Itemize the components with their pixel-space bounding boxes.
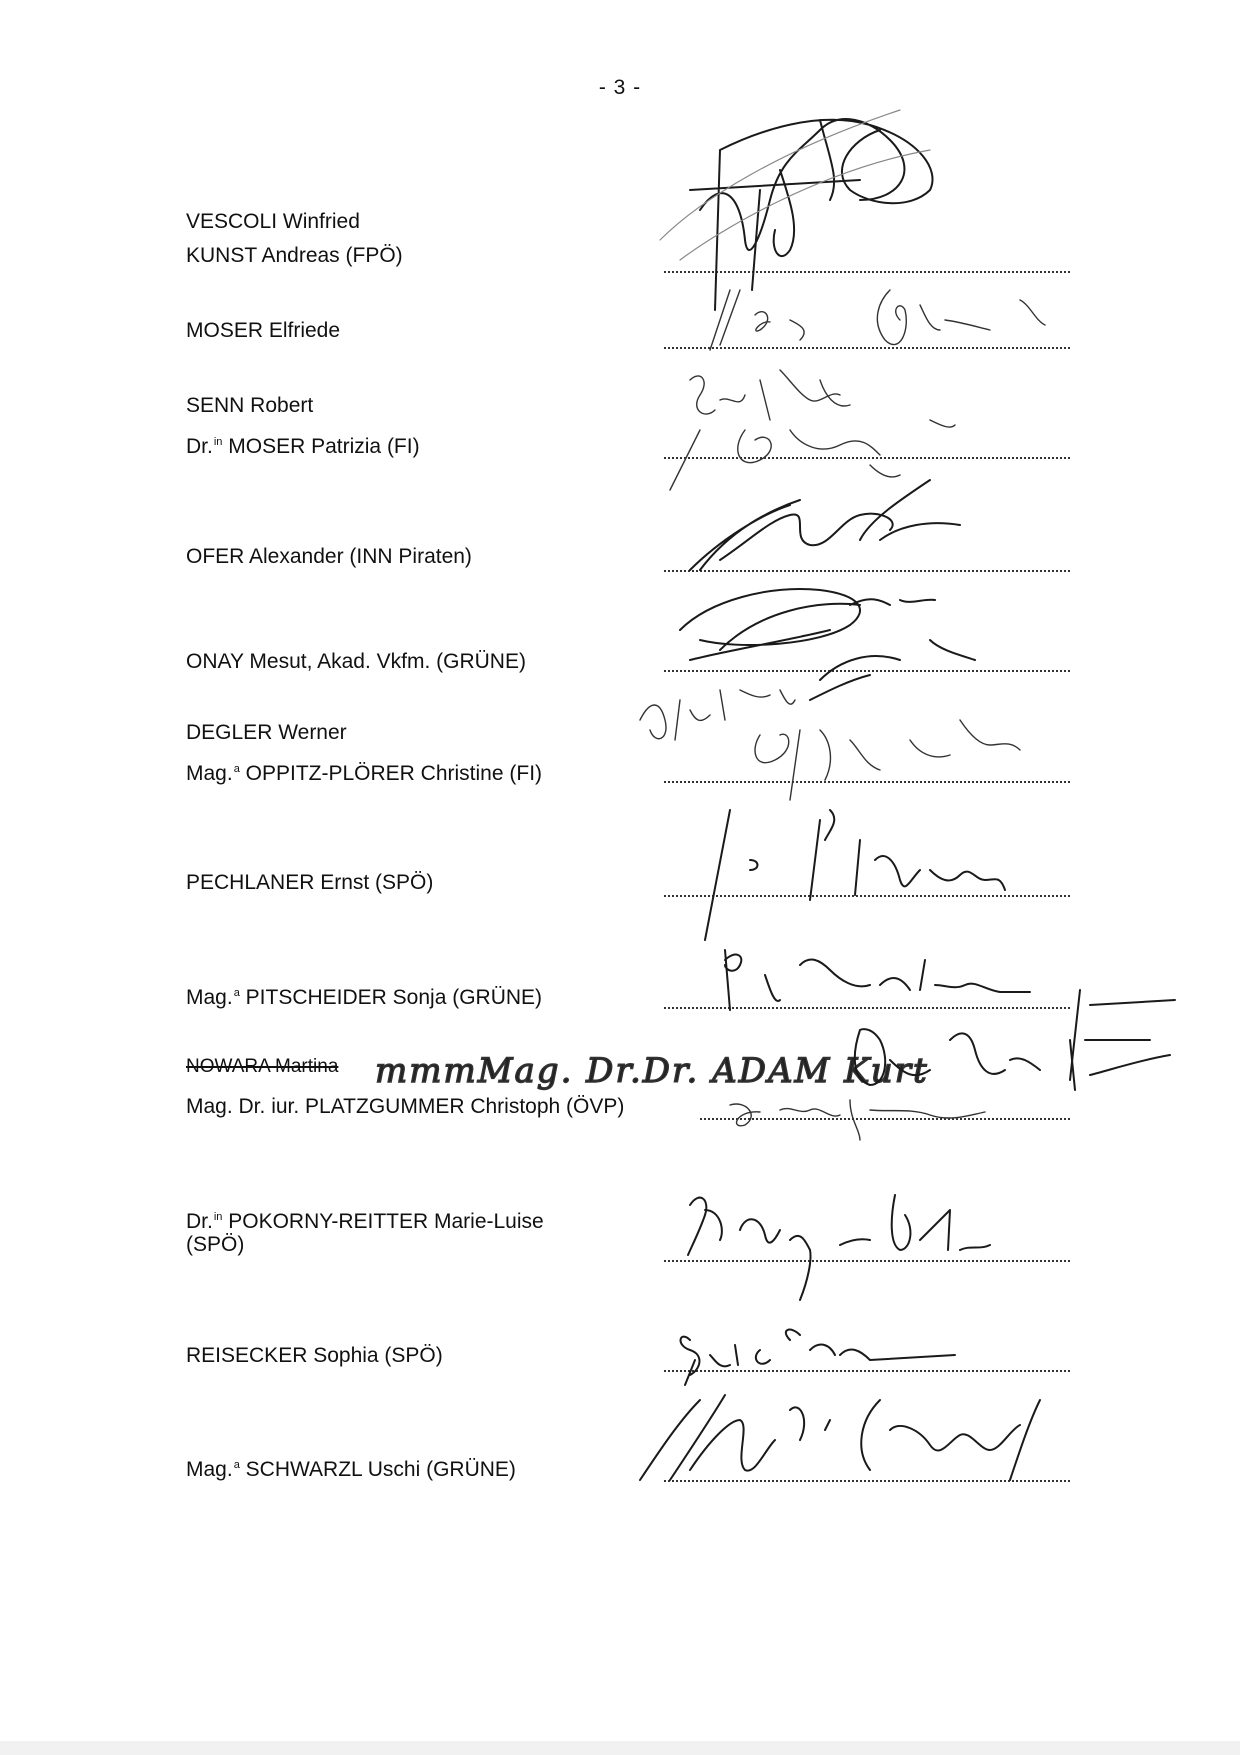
signature-schwarzl: [640, 1395, 1040, 1480]
signature-oppitz-ploerer: [755, 720, 1020, 800]
signature-platzgummer: [730, 1100, 985, 1140]
signature-moser-elfriede: [710, 290, 1045, 350]
signature-line: [664, 1370, 1070, 1372]
signature-line: [664, 570, 1070, 572]
signature-line: [664, 347, 1070, 349]
member-name: Mag.$^a$ OPPITZ-PLÖRER Christine (FI): [186, 762, 543, 785]
signature-line: [664, 670, 1070, 672]
member-name: REISECKER Sophia (SPÖ): [186, 1344, 443, 1367]
signature-degler: [640, 690, 795, 740]
replacement-note: mmmMag. Dr.Dr. ADAM Kurt: [375, 1051, 929, 1091]
member-name: Dr.$^{in}$ MOSER Patrizia (FI): [186, 435, 420, 458]
signature-senn-moser: [670, 370, 955, 490]
signature-line: [700, 1118, 1070, 1120]
signature-onay: [680, 589, 975, 700]
signature-vescoli-kunst: [690, 119, 933, 310]
signature-line: [664, 1260, 1070, 1262]
signature-pechlaner: [705, 810, 1005, 940]
scan-edge: [0, 1741, 1240, 1755]
member-name: Dr.$^{in}$ POKORNY-REITTER Marie-Luise: [186, 1210, 544, 1233]
member-name: (SPÖ): [186, 1233, 245, 1256]
member-name: VESCOLI Winfried: [186, 210, 360, 233]
signature-line: [664, 781, 1070, 783]
member-name: Mag.$^a$ PITSCHEIDER Sonja (GRÜNE): [186, 986, 543, 1009]
struck-member-name: NOWARA Martina: [186, 1056, 339, 1077]
signature-line: [664, 271, 1070, 273]
signature-adam: [855, 1029, 1170, 1090]
member-name: PECHLANER Ernst (SPÖ): [186, 871, 434, 894]
signature-line: [664, 895, 1070, 897]
member-name: Mag. Dr. iur. PLATZGUMMER Christoph (ÖVP): [186, 1095, 625, 1118]
signature-line: [664, 1480, 1070, 1482]
member-name: Mag.$^a$ SCHWARZL Uschi (GRÜNE): [186, 1458, 516, 1481]
signature-ofer: [690, 480, 960, 570]
member-name: DEGLER Werner: [186, 721, 347, 744]
page-number: - 3 -: [598, 76, 642, 99]
member-name: ONAY Mesut, Akad. Vkfm. (GRÜNE): [186, 650, 526, 673]
signature-line: [664, 1007, 1070, 1009]
member-name: OFER Alexander (INN Piraten): [186, 545, 472, 568]
signature-pitscheider: [725, 950, 1175, 1080]
member-name: KUNST Andreas (FPÖ): [186, 244, 403, 267]
signature-line: [664, 457, 1070, 459]
member-name: SENN Robert: [186, 394, 314, 417]
signature-pokorny-reitter: [688, 1195, 990, 1300]
signature-reisecker: [681, 1330, 955, 1385]
member-name: MOSER Elfriede: [186, 319, 341, 342]
